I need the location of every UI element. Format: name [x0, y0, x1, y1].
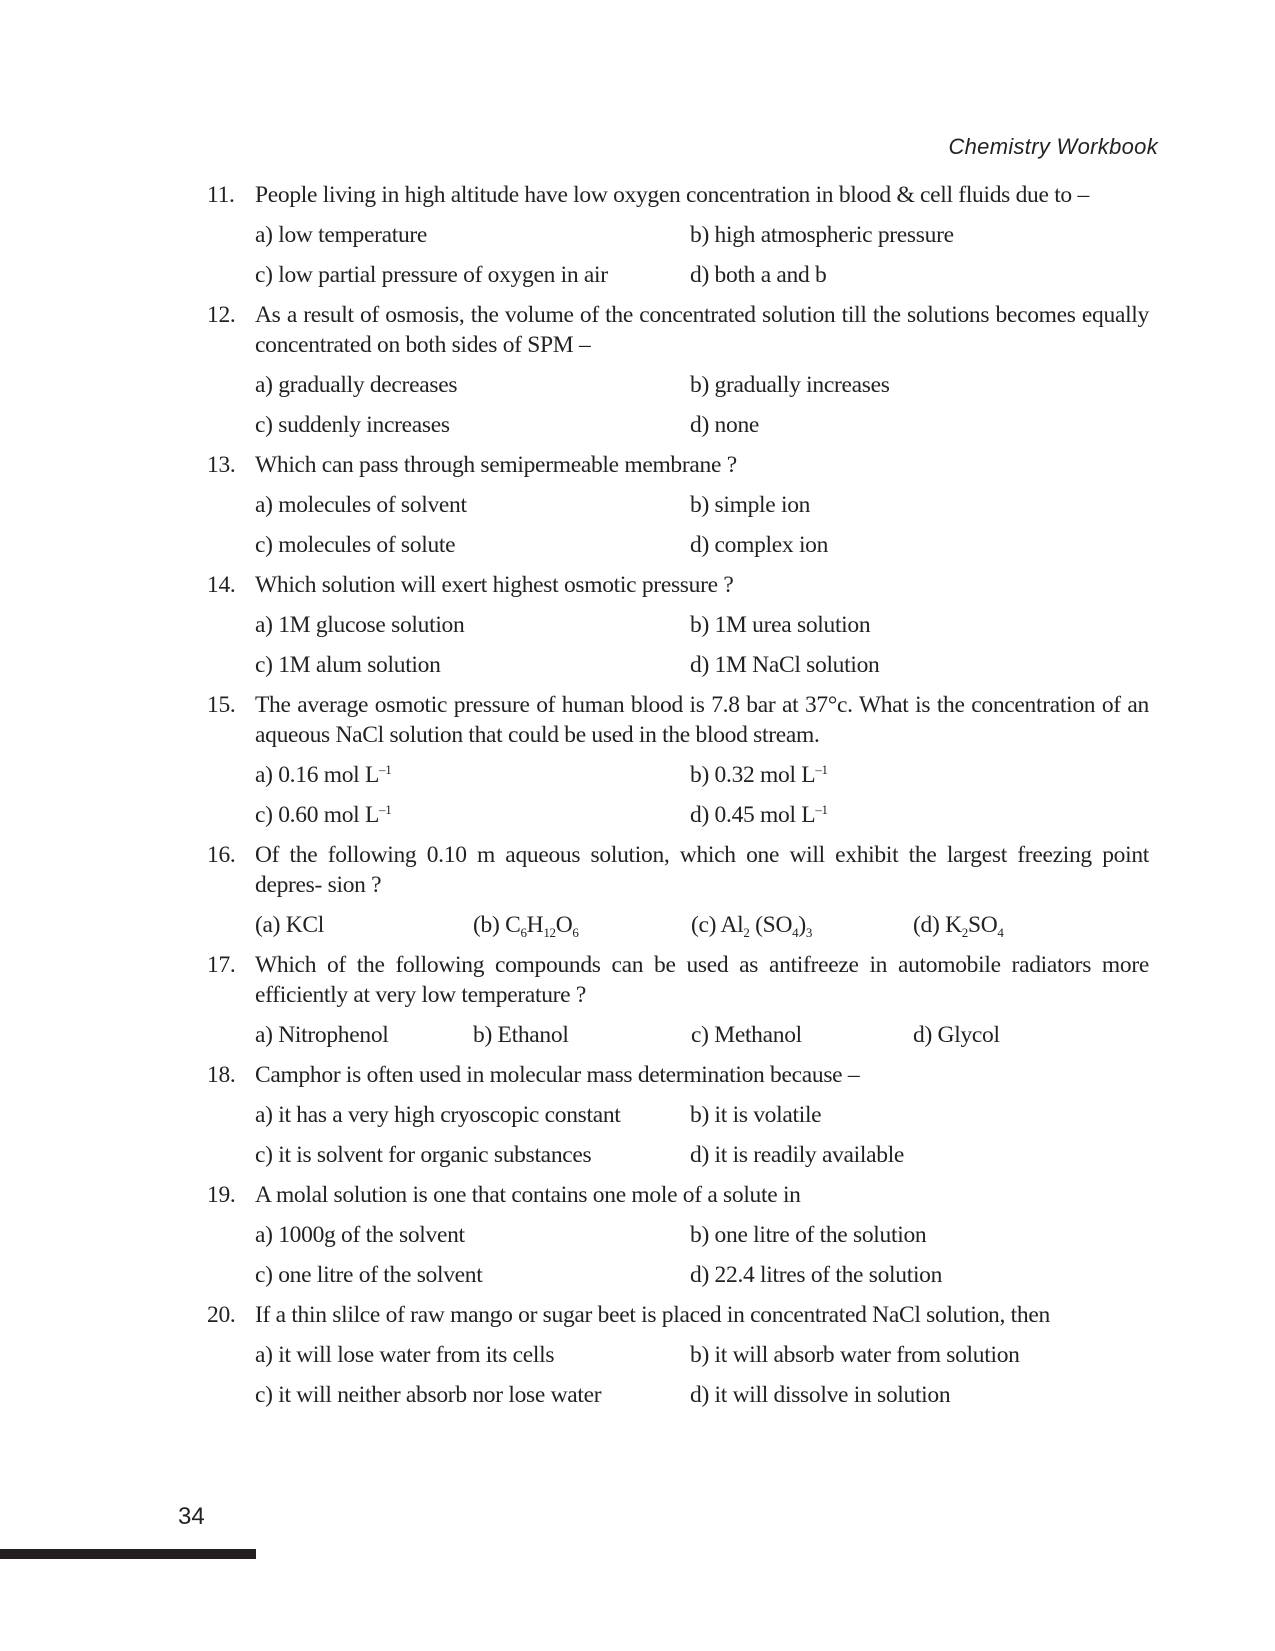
question-text: A molal solution is one that contains one mole of a solute in — [255, 1182, 801, 1208]
question-12 — [207, 300, 1149, 440]
option-c: c) molecules of solute — [255, 532, 456, 558]
option-a: a) 1M glucose solution — [255, 612, 465, 638]
option-d: d) Glycol — [913, 1022, 1000, 1048]
question-number: 16. — [207, 842, 236, 868]
question-11 — [207, 180, 1149, 290]
option-d: d) it will dissolve in solution — [690, 1382, 951, 1408]
footer-bar — [0, 1549, 256, 1559]
option-a: a) Nitrophenol — [255, 1022, 389, 1048]
question-14 — [207, 570, 1149, 680]
option-d: d) both a and b — [690, 262, 827, 288]
unit-exponent: –1 — [379, 762, 392, 777]
option-c: c) one litre of the solvent — [255, 1262, 483, 1288]
options — [255, 490, 1149, 560]
option-a: a) molecules of solvent — [255, 492, 467, 518]
question-16 — [207, 840, 1149, 940]
option-a: a) it will lose water from its cells — [255, 1342, 555, 1368]
options — [255, 1220, 1149, 1290]
question-text: Which can pass through semipermeable membrane ? — [255, 452, 737, 478]
options — [255, 220, 1149, 290]
option-c: c) 1M alum solution — [255, 652, 441, 678]
option-a: a) it has a very high cryoscopic constant — [255, 1102, 621, 1128]
option-d: d) complex ion — [690, 532, 829, 558]
page-number: 34 — [178, 1503, 205, 1530]
question-text: The average osmotic pressure of human blood is 7.8 bar at 37°c. What is the concentration of an aqueous NaCl solution that could be used in the blood stream. — [255, 692, 1149, 748]
question-19 — [207, 1180, 1149, 1290]
option-a: (a) KCl — [255, 912, 325, 938]
option-b: b) it is volatile — [690, 1102, 822, 1128]
question-13 — [207, 450, 1149, 560]
question-15 — [207, 690, 1149, 830]
option-b: b) one litre of the solution — [690, 1222, 927, 1248]
option-c: c) 0.60 mol $L^{-1}$ — [255, 802, 392, 828]
options — [255, 1100, 1149, 1170]
option-d: d) 0.45 mol $L^{-1}$ — [690, 802, 828, 828]
unit-exponent: –1 — [815, 762, 828, 777]
option-a: a) 1000g of the solvent — [255, 1222, 465, 1248]
option-d: d) none — [690, 412, 760, 438]
option-b: b) high atmospheric pressure — [690, 222, 954, 248]
option-a: a) 0.16 mol $L^{-1}$ — [255, 762, 392, 788]
question-18 — [207, 1060, 1149, 1170]
option-d: (d) $K_2SO_4$ — [913, 912, 1004, 940]
options — [255, 910, 1149, 940]
option-d: d) it is readily available — [690, 1142, 905, 1168]
option-c: c) it is solvent for organic substances — [255, 1142, 592, 1168]
question-number: 14. — [207, 572, 236, 598]
question-text: Camphor is often used in molecular mass determination because – — [255, 1062, 860, 1088]
question-number: 12. — [207, 302, 236, 328]
options — [255, 1340, 1149, 1410]
option-b: b) it will absorb water from solution — [690, 1342, 1020, 1368]
question-17 — [207, 950, 1149, 1050]
options — [255, 370, 1149, 440]
unit-exponent: –1 — [815, 802, 828, 817]
question-text: If a thin slilce of raw mango or sugar beet is placed in concentrated NaCl solution, then — [255, 1302, 1050, 1328]
option-c: c) Methanol — [691, 1022, 802, 1048]
question-text: Which solution will exert highest osmotic pressure ? — [255, 572, 734, 598]
option-c: c) low partial pressure of oxygen in air — [255, 262, 608, 288]
question-number: 18. — [207, 1062, 236, 1088]
option-c: c) suddenly increases — [255, 412, 450, 438]
question-number: 15. — [207, 692, 236, 718]
option-b: b) gradually increases — [690, 372, 890, 398]
option-b: (b) $C_6H_{12}O_6$ — [473, 912, 579, 940]
question-text: People living in high altitude have low oxygen concentration in blood & cell fluids due to – — [255, 182, 1089, 208]
question-number: 11. — [207, 182, 235, 208]
option-d: d) 22.4 litres of the solution — [690, 1262, 943, 1288]
question-number: 13. — [207, 452, 236, 478]
question-20 — [207, 1300, 1149, 1410]
question-number: 20. — [207, 1302, 236, 1328]
question-text: Of the following 0.10 m aqueous solution, which one will exhibit the largest freezing point depres- sion ? — [255, 842, 1149, 898]
option-b: b) 1M urea solution — [690, 612, 871, 638]
option-b: b) 0.32 mol $L^{-1}$ — [690, 762, 828, 788]
option-b: b) Ethanol — [473, 1022, 569, 1048]
option-a: a) low temperature — [255, 222, 428, 248]
options — [255, 760, 1149, 830]
question-number: 17. — [207, 952, 236, 978]
question-text: As a result of osmosis, the volume of the concentrated solution till the solutions becomes equally concentrated on both sides of SPM – — [255, 302, 1149, 358]
question-text: Which of the following compounds can be used as antifreeze in automobile radiators more efficiently at very low temperature ? — [255, 952, 1149, 1008]
option-c: (c) $Al_2$ $(SO_4)_3$ — [691, 912, 813, 940]
running-header: Chemistry Workbook — [948, 134, 1158, 159]
options — [255, 1020, 1149, 1050]
option-d: d) 1M NaCl solution — [690, 652, 880, 678]
option-a: a) gradually decreases — [255, 372, 458, 398]
question-list — [207, 180, 1149, 1410]
unit-exponent: –1 — [379, 802, 392, 817]
question-number: 19. — [207, 1182, 236, 1208]
option-b: b) simple ion — [690, 492, 811, 518]
options — [255, 610, 1149, 680]
option-c: c) it will neither absorb nor lose water — [255, 1382, 602, 1408]
